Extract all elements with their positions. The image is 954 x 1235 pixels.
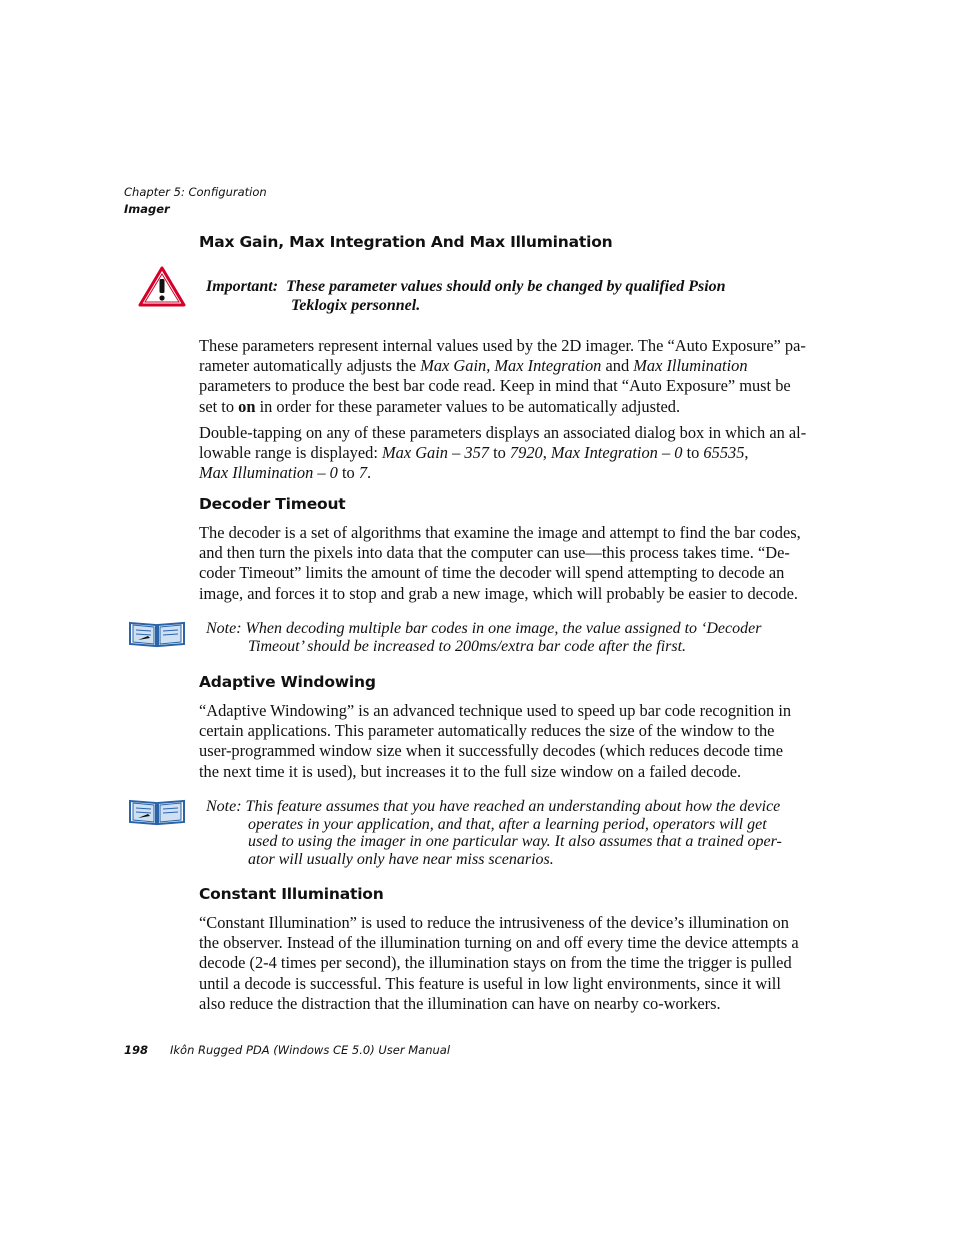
text-line: also reduce the distraction that the illumination can have on nearby co-workers. — [199, 993, 721, 1013]
note-line: Note: When decoding multiple bar codes in one image, the value assigned to ‘Decoder — [206, 620, 762, 637]
text-line: certain applications. This parameter automatically reduces the size of the window to the — [199, 721, 775, 741]
text-line: Double-tapping on any of these parameters displays an associated dialog box in which an al- — [199, 423, 807, 442]
text-line: parameters to produce the best bar code read. Keep in mind that “Auto Exposure” must be — [199, 376, 791, 396]
text-line: These parameters represent internal values used by the 2D imager. The “Auto Exposure” pa- — [199, 336, 806, 355]
running-header-chapter: Chapter 5: Configuration — [124, 185, 267, 199]
text-line: image, and forces it to stop and grab a new image, which will probably be easier to decode. — [199, 583, 798, 603]
heading-adaptive-windowing: Adaptive Windowing — [199, 673, 376, 691]
adaptive-windowing-note — [206, 798, 818, 868]
note-line: used to using the imager in one particular way. It also assumes that a trained oper- — [248, 833, 782, 850]
important-text-line-2: Teklogix personnel. — [291, 297, 421, 314]
open-book-icon — [128, 619, 186, 648]
text-line: until a decode is successful. This feature is useful in low light environments, since it will — [199, 973, 781, 993]
running-header-section: Imager — [124, 202, 170, 216]
text-line: coder Timeout” limits the amount of time the decoder will spend attempting to decode an — [199, 563, 785, 583]
adaptive-windowing-paragraph — [199, 701, 819, 782]
important-notice — [206, 277, 726, 315]
text-line: user-programmed window size when it successfully decodes (which reduces decode time — [199, 741, 784, 761]
text-line: the observer. Instead of the illumination turning on and off every time the device attempts a — [199, 933, 799, 953]
constant-illumination-paragraph — [199, 913, 819, 1014]
max-gain-paragraph-2 — [199, 423, 819, 484]
text-line: rameter automatically adjusts the Max Gain, Max Integration and Max Illumination — [199, 356, 748, 376]
heading-decoder-timeout: Decoder Timeout — [199, 495, 346, 513]
note-line: Timeout’ should be increased to 200ms/extra bar code after the first. — [248, 637, 687, 655]
max-gain-paragraph-1 — [199, 336, 819, 417]
open-book-icon — [128, 797, 186, 826]
text-line: “Constant Illumination” is used to reduce the intrusiveness of the device’s illumination on — [199, 913, 789, 932]
page-number: 198 — [124, 1043, 149, 1057]
text-line: decode (2-4 times per second), the illumination stays on from the time the trigger is pulled — [199, 953, 792, 973]
text-line: and then turn the pixels into data that the computer can use—this process takes time. “De- — [199, 543, 790, 563]
heading-max-gain: Max Gain, Max Integration And Max Illumination — [199, 233, 613, 251]
warning-triangle-icon — [138, 266, 186, 307]
decoder-timeout-note — [206, 620, 818, 655]
note-line: ator will usually only have near miss scenarios. — [248, 850, 554, 868]
manual-title: Ikôn Rugged PDA (Windows CE 5.0) User Manual — [170, 1043, 451, 1057]
text-line: The decoder is a set of algorithms that examine the image and attempt to find the bar codes, — [199, 523, 801, 542]
note-line: Note: This feature assumes that you have reached an understanding about how the device — [206, 798, 781, 815]
text-line: “Adaptive Windowing” is an advanced technique used to speed up bar code recognition in — [199, 701, 792, 720]
heading-constant-illumination: Constant Illumination — [199, 885, 384, 903]
important-label: Important: — [206, 278, 279, 295]
decoder-timeout-paragraph — [199, 523, 819, 604]
note-line: operates in your application, and that, after a learning period, operators will get — [248, 815, 767, 833]
text-line: lowable range is displayed: Max Gain – 357 to 7920, Max Integration – 0 to 65535, — [199, 443, 749, 463]
text-line: the next time it is used), but increases it to the full size window on a failed decode. — [199, 761, 742, 781]
text-line: set to on in order for these parameter values to be automatically adjusted. — [199, 396, 681, 416]
important-text-line-1: These parameter values should only be changed by qualified Psion — [286, 278, 726, 295]
text-line: Max Illumination – 0 to 7. — [199, 463, 372, 483]
